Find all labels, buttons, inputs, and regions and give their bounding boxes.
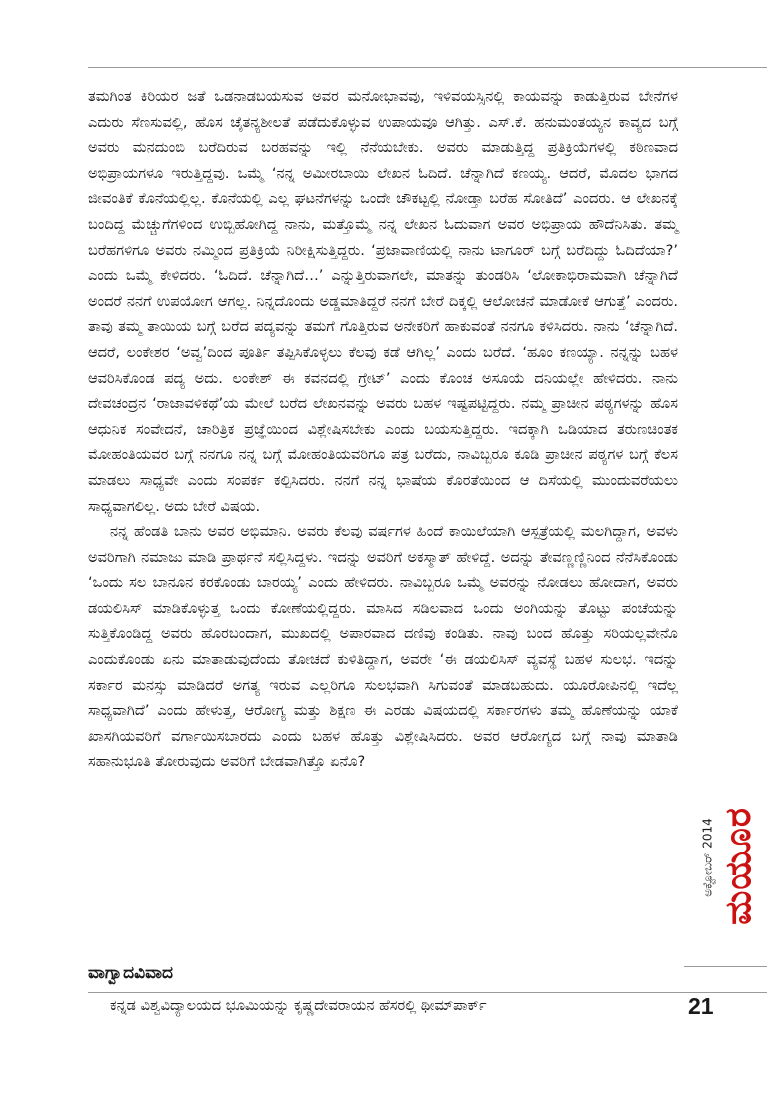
section-divider (88, 992, 767, 993)
article-paragraph-2: ನನ್ನ ಹೆಂಡತಿ ಬಾನು ಅವರ ಅಭಿಮಾನಿ. ಅವರು ಕೆಲವು ವರ್ಷಗಳ ಹಿಂದೆ ಕಾಯಿಲೆಯಾಗಿ ಆಸ್ಪತ್ರೆಯಲ್ಲಿ ಮಲಗಿದ್ದಾಗ, ಅವಳು ಅವರಿಗಾಗಿ ನಮಾಜು ಮಾಡಿ ಪ್ರಾರ್ಥನೆ ಸಲ್ಲಿಸಿದ್ದಳು. ಇದನ್ನು ಅವರಿಗೆ ಅಕಸ್ಮಾತ್ ಹೇಳಿದ್ದೆ. ಅದನ್ನು ತೇವಣ್ಣಣ್ಣಿನಿಂದ ನೆನೆಸಿಕೊಂಡು ‘ಒಂದು ಸಲ ಬಾನೂನ ಕರಕೊಂಡು ಬಾರಯ್ಯ’ ಎಂದು ಹೇಳಿದರು. ನಾವಿಬ್ಬರೂ ಒಮ್ಮೆ ಅವರನ್ನು ನೋಡಲು ಹೋದಾಗ, ಅವರು ಡಯಲಿಸಿಸ್ ಮಾಡಿಕೊಳ್ಳುತ್ತ ಒಂದು ಕೋಣೆಯಲ್ಲಿದ್ದರು. ಮಾಸಿದ ಸಡಿಲವಾದ ಒಂದು ಅಂಗಿಯನ್ನು ತೊಟ್ಟು ಪಂಚೆಯನ್ನು ಸುತ್ತಿಕೊಂಡಿದ್ದ ಅವರು ಹೊರಬಂದಾಗ, ಮುಖದಲ್ಲಿ ಅಪಾರವಾದ ದಣಿವು ಕಂಡಿತು. ನಾವು ಬಂದ ಹೊತ್ತು ಸರಿಯಲ್ಲವೇನೊ ಎಂದುಕೊಂಡು ಏನು ಮಾತಾಡುವುದೆಂದು ತೋಚದೆ ಕುಳಿತಿದ್ದಾಗ, ಅವರೇ ‘ಈ ಡಯಲಿಸಿಸ್ ವ್ಯವಸ್ಥೆ ಬಹಳ ಸುಲಭ. ಇದನ್ನು ಸರ್ಕಾರ ಮನಸ್ಸು ಮಾಡಿದರೆ ಅಗತ್ಯ ಇರುವ ಎಲ್ಲರಿಗೂ ಸುಲಭವಾಗಿ ಸಿಗುವಂತೆ ಮಾಡಬಹುದು. ಯೂರೋಪಿನಲ್ಲಿ ಇದೆಲ್ಲ ಸಾಧ್ಯವಾಗಿದೆ’ ಎಂದು ಹೇಳುತ್ತ, ಆರೋಗ್ಯ ಮತ್ತು ಶಿಕ್ಷಣ ಈ ಎರಡು ವಿಷಯದಲ್ಲಿ ಸರ್ಕಾರಗಳು ತಮ್ಮ ಹೊಣೆಯನ್ನು ಯಾಕೆ ಖಾಸಗಿಯವರಿಗೆ ವರ್ಗಾಯಿಸಬಾರದು ಎಂದು ಬಹಳ ಹೊತ್ತು ವಿಶ್ಲೇಷಿಸಿದರು. ಅವರ ಆರೋಗ್ಯದ ಬಗ್ಗೆ ನಾವು ಮಾತಾಡಿ ಸಹಾನುಭೂತಿ ತೋರುವುದು ಅವರಿಗೆ ಬೇಡವಾಗಿತ್ತೊ ಏನೊ? (88, 523, 678, 771)
section-lead-text: ಕನ್ನಡ ವಿಶ್ವವಿದ್ಯಾಲಯದ ಭೂಮಿಯನ್ನು ಕೃಷ್ಣದೇವರಾಯನ ಹೆಸರಲ್ಲಿ ಥೀಮ್‌ಪಾರ್ಕ್ (110, 997, 487, 1014)
top-rule (88, 67, 767, 68)
page-number-rule (684, 966, 767, 967)
issue-date (696, 782, 720, 932)
issue-date-text: ಅಕ್ಟೋಬರ್ 2014 (700, 817, 715, 897)
page-number: 21 (688, 993, 714, 1019)
magazine-masthead (718, 771, 760, 961)
section-heading: ವಾಗ್ವಾದವಿವಾದ (88, 963, 173, 983)
article-paragraph-1: ತಮಗಿಂತ ಕಿರಿಯರ ಜತೆ ಒಡನಾಡಬಯಸುವ ಅವರ ಮನೋಭಾವವು, ಇಳಿವಯಸ್ಸಿನಲ್ಲಿ ಕಾಯವನ್ನು ಕಾಡುತ್ತಿರುವ ಬೇನೆಗಳ ಎದುರು ಸೆಣಸುವಲ್ಲಿ, ಹೊಸ ಚೈತನ್ಯಶೀಲತೆ ಪಡೆದುಕೊಳ್ಳುವ ಉಪಾಯವೂ ಆಗಿತ್ತು. ಎಸ್.ಕೆ. ಹನುಮಂತಯ್ಯನ ಕಾವ್ಯದ ಬಗ್ಗೆ ಅವರು ಮನದುಂಬಿ ಬರೆದಿರುವ ಬರಹವನ್ನು ಇಲ್ಲಿ ನೆನೆಯಬೇಕು. ಅವರು ಮಾಡುತ್ತಿದ್ದ ಪ್ರತಿಕ್ರಿಯೆಗಳಲ್ಲಿ ಕಠಿಣವಾದ ಅಭಿಪ್ರಾಯಗಳೂ ಇರುತ್ತಿದ್ದವು. ಒಮ್ಮೆ ‘ನನ್ನ ಅಮೀರಬಾಯಿ ಲೇಖನ ಓದಿದೆ. ಚೆನ್ನಾಗಿದೆ ಕಣಯ್ಯ. ಆದರೆ, ಮೊದಲ ಭಾಗದ ಜೀವಂತಿಕೆ ಕೊನೆಯಲ್ಲಿಲ್ಲ. ಕೊನೆಯಲ್ಲಿ ಎಲ್ಲ ಘಟನೆಗಳನ್ನು ಒಂದೇ ಚೌಕಟ್ಟಲ್ಲಿ ನೋಡ್ತಾ ಬರೆಹ ಸೋತಿದೆ’ ಎಂದರು. ಆ ಲೇಖನಕ್ಕೆ ಬಂದಿದ್ದ ಮೆಚ್ಚುಗೆಗಳಿಂದ ಉಬ್ಬಿಹೋಗಿದ್ದ ನಾನು, ಮತ್ತೊಮ್ಮೆ ನನ್ನ ಲೇಖನ ಓದುವಾಗ ಅವರ ಅಭಿಪ್ರಾಯ ಹೌದೆನಿಸಿತು. ತಮ್ಮ ಬರೆಹಗಳಿಗೂ ಅವರು ನಮ್ಮಿಂದ ಪ್ರತಿಕ್ರಿಯೆ ನಿರೀಕ್ಷಿಸುತ್ತಿದ್ದರು. ‘ಪ್ರಜಾವಾಣಿಯಲ್ಲಿ ನಾನು ಟಾಗೂರ್ ಬಗ್ಗೆ ಬರೆದಿದ್ದು ಓದಿದೆಯಾ?’ ಎಂದು ಒಮ್ಮೆ ಕೇಳಿದರು. ‘ಓದಿದೆ. ಚೆನ್ನಾಗಿದೆ…’ ಎನ್ನುತ್ತಿರುವಾಗಲೇ, ಮಾತನ್ನು ತುಂಡರಿಸಿ ‘ಲೋಕಾಭಿರಾಮವಾಗಿ ಚೆನ್ನಾಗಿದೆ ಅಂದರೆ ನನಗೆ ಉಪಯೋಗ ಆಗಲ್ಲ. ನಿನ್ನದೊಂದು ಅಡ್ಡಮಾತಿದ್ದರೆ ನನಗೆ ಬೇರೆ ದಿಕ್ಕಲ್ಲಿ ಆಲೋಚನೆ ಮಾಡೋಕೆ ಆಗುತ್ತೆ’ ಎಂದರು. ತಾವು ತಮ್ಮ ತಾಯಿಯ ಬಗ್ಗೆ ಬರೆದ ಪದ್ಯವನ್ನು ತಮಗೆ ಗೊತ್ತಿರುವ ಅನೇಕರಿಗೆ ಹಾಕುವಂತೆ ನನಗೂ ಕಳಿಸಿದರು. ನಾನು ‘ಚೆನ್ನಾಗಿದೆ. ಆದರೆ, ಲಂಕೇಶರ ‘ಅವ್ವ’ದಿಂದ ಪೂರ್ತಿ ತಪ್ಪಿಸಿಕೊಳ್ಳಲು ಕೆಲವು ಕಡೆ ಆಗಿಲ್ಲ’ ಎಂದು ಬರೆದೆ. ‘ಹೂಂ ಕಣಯ್ಯಾ. ನನ್ನನ್ನು ಬಹಳ ಆವರಿಸಿಕೊಂಡ ಪದ್ಯ ಅದು. ಲಂಕೇಶ್ ಈ ಕವನದಲ್ಲಿ ಗ್ರೇಟ್’ ಎಂದು ಕೊಂಚ ಅಸೂಯೆ ದನಿಯಲ್ಲೇ ಹೇಳಿದರು. ನಾನು ದೇವಚಂದ್ರನ ‘ರಾಜಾವಳಿಕಥೆ’ಯ ಮೇಲೆ ಬರೆದ ಲೇಖನವನ್ನು ಅವರು ಬಹಳ ಇಷ್ಟಪಟ್ಟಿದ್ದರು. ನಮ್ಮ ಪ್ರಾಚೀನ ಪಠ್ಯಗಳನ್ನು ಹೊಸ ಆಧುನಿಕ ಸಂವೇದನೆ, ಚಾರಿತ್ರಿಕ ಪ್ರಜ್ಞೆಯಿಂದ ವಿಶ್ಲೇಷಿಸಬೇಕು ಎಂದು ಬಯಸುತ್ತಿದ್ದರು. ಇದಕ್ಕಾಗಿ ಒಡಿಯಾದ ತರುಣಚಿಂತಕ ಮೋಹಂತಿಯವರ ಬಗ್ಗೆ ನನಗೂ ನನ್ನ ಬಗ್ಗೆ ಮೋಹಂತಿಯವರಿಗೂ ಪತ್ರ ಬರೆದು, ನಾವಿಬ್ಬರೂ ಕೂಡಿ ಪ್ರಾಚೀನ ಪಠ್ಯಗಳ ಬಗ್ಗೆ ಕೆಲಸ ಮಾಡಲು ಸಾಧ್ಯವೇ ಎಂದು ಸಂಪರ್ಕ ಕಲ್ಪಿಸಿದರು. ನನಗೆ ನನ್ನ ಭಾಷೆಯ ಕೊರತೆಯಿಂದ ಆ ದಿಸೆಯಲ್ಲಿ ಮುಂದುವರೆಯಲು ಸಾಧ್ಯವಾಗಲಿಲ್ಲ. ಅದು ಬೇರೆ ವಿಷಯ. (88, 88, 678, 515)
masthead-text: ಮಯೂರ (718, 807, 759, 925)
article-body (88, 84, 678, 775)
